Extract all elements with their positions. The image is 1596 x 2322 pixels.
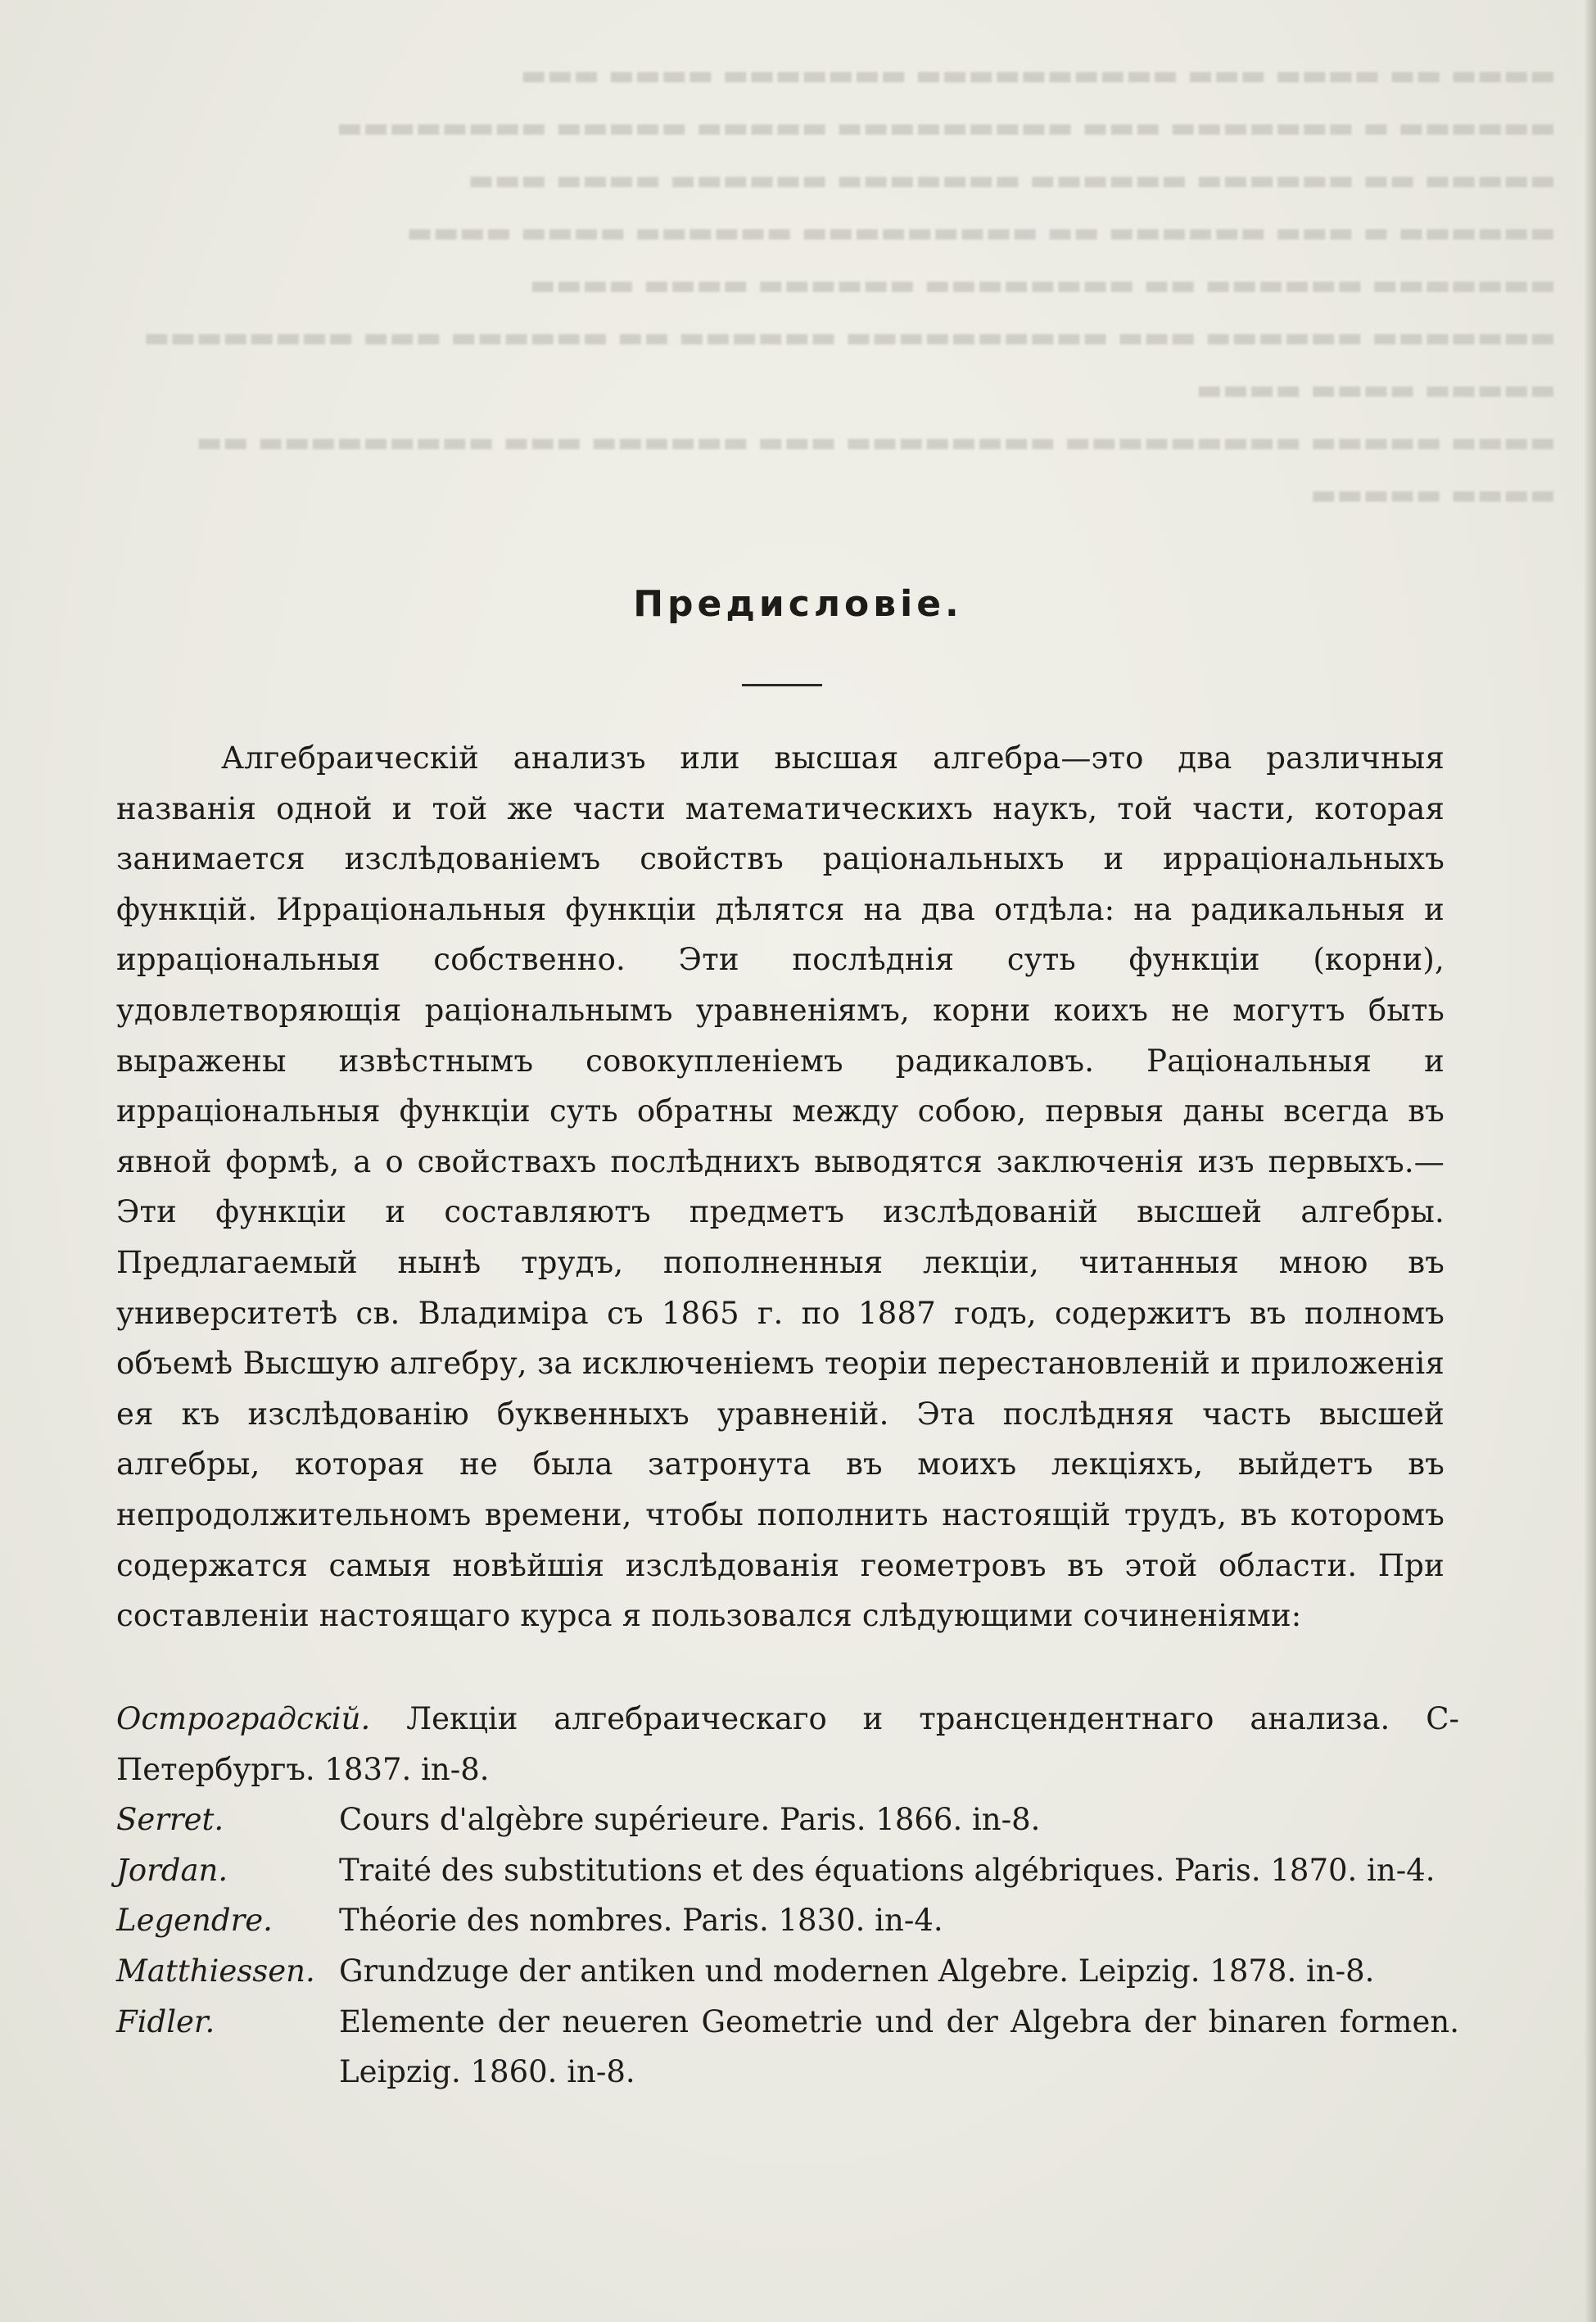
page-title: Предисловіе.: [633, 583, 963, 625]
reference-line: [116, 1694, 1459, 1795]
reference-entry: [116, 1997, 1459, 2098]
reference-author: Serret.: [116, 1802, 224, 1838]
reference-entry: [116, 1845, 1459, 1896]
reference-list: [116, 1694, 1459, 2098]
reference-entry: [116, 1795, 1459, 1845]
reference-entry: [116, 1694, 1459, 1795]
reference-entry: [116, 1895, 1459, 1946]
reference-title: Лекціи алгебраическаго и трансцендентнаго анализа. С-Петербургъ. 1837. in-8.: [116, 1701, 1460, 1787]
reference-title: Elemente der neueren Geometrie und der Algebra der binaren formen. Leipzig. 1860. in-8.: [339, 2003, 1459, 2090]
reference-title: Grundzuge der antiken und modernen Algebre. Leipzig. 1878. in-8.: [339, 1953, 1375, 1989]
reference-title: Traité des substitutions et des équations algébriques. Paris. 1870. in-4.: [339, 1852, 1435, 1888]
reference-author: Matthiessen.: [116, 1953, 315, 1989]
reference-title: Théorie des nombres. Paris. 1830. in-4.: [339, 1903, 943, 1939]
preface-paragraph: Алгебраическій анализъ или высшая алгебра—это два различныя названія одной и той же части математическихъ наукъ, той части, которая занимается изслѣдованіемъ свойствъ раціональныхъ и ирраціональныхъ функцій. Ирраціональныя функціи дѣлятся на два отдѣла: на радикальныя и ирраціональныя собственно. Эти послѣднія суть функціи (корни), удовлетворяющія раціональнымъ уравненіямъ, корни коихъ не могутъ быть выражены извѣстнымъ совокупленіемъ радикаловъ. Раціональныя и ирраціональныя функціи суть обратны между собою, первыя даны всегда въ явной формѣ, а о свойствахъ послѣднихъ выводятся заключенія изъ первыхъ.—Эти функціи и составляютъ предметъ изслѣдованій высшей алгебры. Предлагаемый нынѣ трудъ, пополненныя лекціи, читанныя мною въ университетѣ св. Владиміра съ 1865 г. по 1887 годъ, содержитъ въ полномъ объемѣ Высшую алгебру, за исключеніемъ теоріи перестановленій и приложенія ея къ изслѣдованію буквенныхъ уравненій. Эта послѣдняя часть высшей алгебры, которая не была затронута въ моихъ лекціяхъ, выйдетъ въ непродолжительномъ времени, чтобы пополнить настоящій трудъ, въ которомъ содержатся самыя новѣйшія изслѣдованія геометровъ въ этой области. При составленіи настоящаго курса я пользовался слѣдующими сочиненіями:: [116, 740, 1445, 1634]
reference-author: Legendre.: [116, 1903, 273, 1939]
reference-author: Остроградскій.: [116, 1701, 371, 1736]
title-divider: [742, 684, 822, 686]
bleed-through-reverse: ▬▬▬▬ ▬▬ ▬▬▬▬ ▬▬▬ ▬▬▬▬▬▬▬▬▬▬ ▬▬▬▬▬▬▬ ▬▬▬▬ ▬▬▬ ▬▬▬▬▬▬ ▬ ▬▬▬▬▬▬▬ ▬▬▬ ▬▬▬▬▬▬▬▬▬ ▬▬▬▬▬ ▬▬▬▬▬ ▬▬▬▬▬▬▬▬ ▬▬▬▬▬ ▬▬ ▬▬▬▬▬▬ ▬▬▬▬▬▬ ▬▬▬▬▬▬▬ ▬▬▬▬▬▬ ▬▬▬▬ ▬▬▬ ▬▬▬▬▬▬ ▬ ▬▬▬ ▬▬▬▬▬▬ ▬▬ ▬▬▬▬▬▬▬▬▬ ▬▬▬▬▬▬ ▬▬▬▬ ▬▬▬▬ ▬▬▬▬▬▬▬ ▬▬▬▬▬▬ ▬▬ ▬▬▬▬▬▬▬▬ ▬▬▬▬▬▬ ▬▬▬▬ ▬▬▬▬ ▬▬▬▬▬▬▬ ▬▬▬▬▬▬ ▬▬▬ ▬▬▬▬▬▬▬▬▬▬ ▬▬▬▬▬▬ ▬▬ ▬▬▬▬▬▬ ▬▬▬ ▬▬▬▬▬▬▬▬ ▬▬▬▬▬ ▬▬▬▬ ▬▬▬▬ ▬▬▬▬ ▬▬▬▬▬ ▬▬▬▬▬▬▬▬▬ ▬▬▬▬▬▬▬▬ ▬▬▬ ▬▬▬▬▬▬ ▬▬▬ ▬▬▬▬▬▬▬▬▬ ▬▬ ▬▬▬▬ ▬▬▬▬▬: [143, 59, 1556, 511]
page-edge-shadow: [1585, 0, 1596, 2322]
reference-entry: [116, 1946, 1459, 1997]
reference-author: Fidler.: [116, 2003, 215, 2039]
reference-author: Jordan.: [116, 1852, 228, 1888]
reference-title: Cours d'algèbre supérieure. Paris. 1866. in-8.: [339, 1802, 1041, 1838]
